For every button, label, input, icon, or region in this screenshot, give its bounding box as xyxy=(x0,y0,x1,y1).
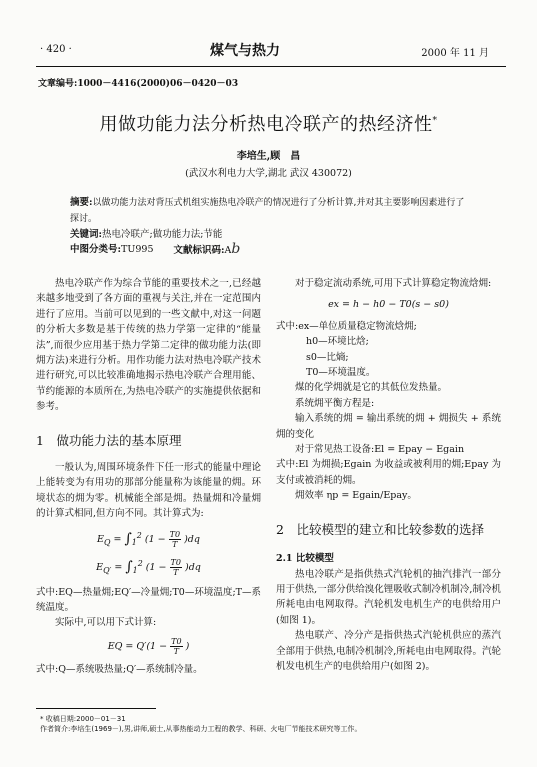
eq1-num: T0 xyxy=(169,529,181,539)
doc-label: 文献标识码: xyxy=(173,245,225,256)
eq1-tail: )dq xyxy=(184,533,200,545)
classification-row xyxy=(70,242,470,258)
integral-sign: ∫ xyxy=(124,530,132,547)
eq3-num: T0 xyxy=(171,636,182,646)
equipment-equation: 对于常见热工设备:El = Epay − Egain xyxy=(295,444,465,456)
eq1-fraction xyxy=(169,530,181,549)
equation-practical xyxy=(36,637,261,656)
page-number: · 420 · xyxy=(40,44,72,55)
practical-formula-intro: 实际中,可以用下式计算: xyxy=(55,617,157,629)
eq2-num: T0 xyxy=(170,558,181,568)
eq2-equals: = xyxy=(114,562,123,574)
eq2-int-lower: 1 xyxy=(132,566,138,576)
abstract-text: 以做功能力法对背压式机组实施热电冷联产的情况进行了分析计算,并对其主要影响因素进行了探讨。 xyxy=(70,198,465,224)
equation-cold-exergy xyxy=(36,556,261,578)
clc-label: 中图分类号: xyxy=(70,244,122,255)
abstract-block xyxy=(70,195,470,258)
issue-date: 2000 年 11 月 xyxy=(421,48,489,59)
eq2-sub: Q′ xyxy=(103,566,112,576)
author-bio: 作者简介:李培生(1969－),男,讲师,硕士,从事热能动力工程的教学、科研、火电厂节能技术研究等工作。 xyxy=(40,725,362,733)
section-1-heading: 1 做功能力法的基本原理 xyxy=(36,432,182,448)
paper-title xyxy=(0,110,537,136)
handwritten-mark: b xyxy=(231,241,241,257)
header-rule xyxy=(36,66,506,67)
article-id: 文章编号:1000－4416(2000)06－0420－03 xyxy=(38,79,239,89)
model-paragraph-2: 热电联产、冷分产是指供热式汽轮机供应的蒸汽全部用于供热,电制冷机制冷,所耗电由电网取得。汽轮机发电机生产的电供给用户(如图 2)。 xyxy=(276,630,501,672)
coal-exergy-paragraph: 煤的化学㶲就是它的其低位发热量。 xyxy=(295,382,448,394)
eq2-one-minus: (1 − xyxy=(145,562,167,574)
eq1-one-minus: (1 − xyxy=(144,533,166,545)
eq3-den: T xyxy=(173,646,180,656)
where-T0: T0—环境温度。 xyxy=(306,367,376,379)
abstract-label: 摘要: xyxy=(70,197,93,208)
model-paragraph-1: 热电冷联产是指供热式汽轮机的抽汽排汽一部分用于供热,一部分供给溴化锂吸收式制冷机制冷,制冷机所耗电由电网取得。汽轮机发电机生产的电供给用户(如图 1)。 xyxy=(276,568,501,626)
section-2-heading: 2 比较模型的建立和比较参数的选择 xyxy=(276,521,484,537)
eq2-int-upper: 2 xyxy=(137,559,143,569)
where-s0: s0—比熵; xyxy=(306,351,349,363)
left-column xyxy=(36,276,261,677)
where-h0: h0—环境比焓; xyxy=(306,336,369,348)
authors: 李培生,顾 昌 xyxy=(236,151,301,162)
eq1-lhs: E xyxy=(97,533,104,545)
balance-intro: 系统㶲平衡方程是: xyxy=(295,397,375,409)
balance-equation: 输入系统的㶲 = 输出系统的㶲 + 㶲损失 + 系统㶲的变化 xyxy=(276,413,501,440)
journal-name: 煤气与热力 xyxy=(210,43,280,59)
steady-flow-paragraph: 对于稳定流动系统,可用下式计算稳定物流焓㶲: xyxy=(295,278,492,289)
eq3-fraction xyxy=(170,637,182,656)
doc-value: A xyxy=(224,245,232,256)
where-clause-1: 式中:EQ—热量㶲;EQ′—冷量㶲;T0—环境温度;T—系统温度。 xyxy=(36,586,261,613)
eq3-text: EQ = Q′(1 − xyxy=(107,640,168,652)
eq1-int-upper: 2 xyxy=(136,530,142,540)
eq2-den: T xyxy=(173,568,179,578)
clc-number xyxy=(70,242,154,258)
equation-heat-exergy xyxy=(36,528,261,550)
eq1-sub: Q xyxy=(103,537,111,547)
abstract xyxy=(70,195,470,227)
title-footnote-mark: * xyxy=(432,116,438,126)
eq1-int-lower: 1 xyxy=(131,537,137,547)
intro-paragraph: 热电冷联产作为综合节能的重要技术之一,已经越来越多地受到了各方面的重视与关注,并在一定范围内进行了应用。当前可以见到的一些文献中,对这一问题的分析大多数是基于传统的热力学第一定律的“能量法”,而很少应用基于热力学第二定律的做功能力法(即㶲方法)来进行分析。用作功能力法对热电冷联产技术进行研究,可以比较准确地揭示热电冷联产合理用能、节约能源的本质所在,为热电冷联产的实施提供依据和参考。 xyxy=(36,278,261,413)
footnote xyxy=(40,714,510,734)
where-clause-3: 式中:ex—单位质量稳定物流焓㶲; xyxy=(276,320,417,332)
keywords-label: 关键词: xyxy=(70,229,103,240)
doc-code xyxy=(174,242,241,258)
integral-sign: ∫ xyxy=(125,559,133,576)
where-clause-4: 式中:El 为㶲损;Egain 为收益或被利用的㶲;Epay 为支付或被消耗的㶲。 xyxy=(276,459,501,486)
keywords xyxy=(70,227,470,242)
eq3-tail: ) xyxy=(185,640,190,652)
eq2-tail: )dq xyxy=(185,562,201,574)
keywords-text: 热电冷联产;做功能力法;节能 xyxy=(102,229,223,240)
right-column xyxy=(276,276,501,674)
eq2-fraction xyxy=(170,558,182,577)
eq2-lhs: E xyxy=(96,562,104,574)
affiliation: (武汉水利电力大学,湖北 武汉 430072) xyxy=(185,168,352,179)
clc-value: TU995 xyxy=(121,244,154,255)
received-date: * 收稿日期:2000－01－31 xyxy=(40,715,126,723)
subsection-2-1-heading: 2.1 比较模型 xyxy=(276,553,334,565)
eq1-den: T xyxy=(172,539,178,549)
efficiency-equation: 㶲效率 ηp = Egain/Epay。 xyxy=(295,490,417,502)
paper-title-text: 用做功能力法分析热电冷联产的热经济性 xyxy=(99,114,433,135)
equation-enthalpy-exergy: ex = h − h0 − T0(s − s0) xyxy=(328,299,449,311)
section-1-paragraph: 一般认为,周围环境条件下任一形式的能量中理论上能转变为有用功的那部分能量称为该能量的㶲。环境状态的㶲为零。机械能全部是㶲。热量㶲和冷量㶲的计算式相同,但方向不同。其计算式为: xyxy=(36,462,261,520)
footnote-rule xyxy=(36,708,156,709)
where-clause-2: 式中:Q—系统吸热量;Q′—系统制冷量。 xyxy=(36,663,203,675)
eq1-equals: = xyxy=(113,533,122,545)
running-header xyxy=(0,40,537,62)
